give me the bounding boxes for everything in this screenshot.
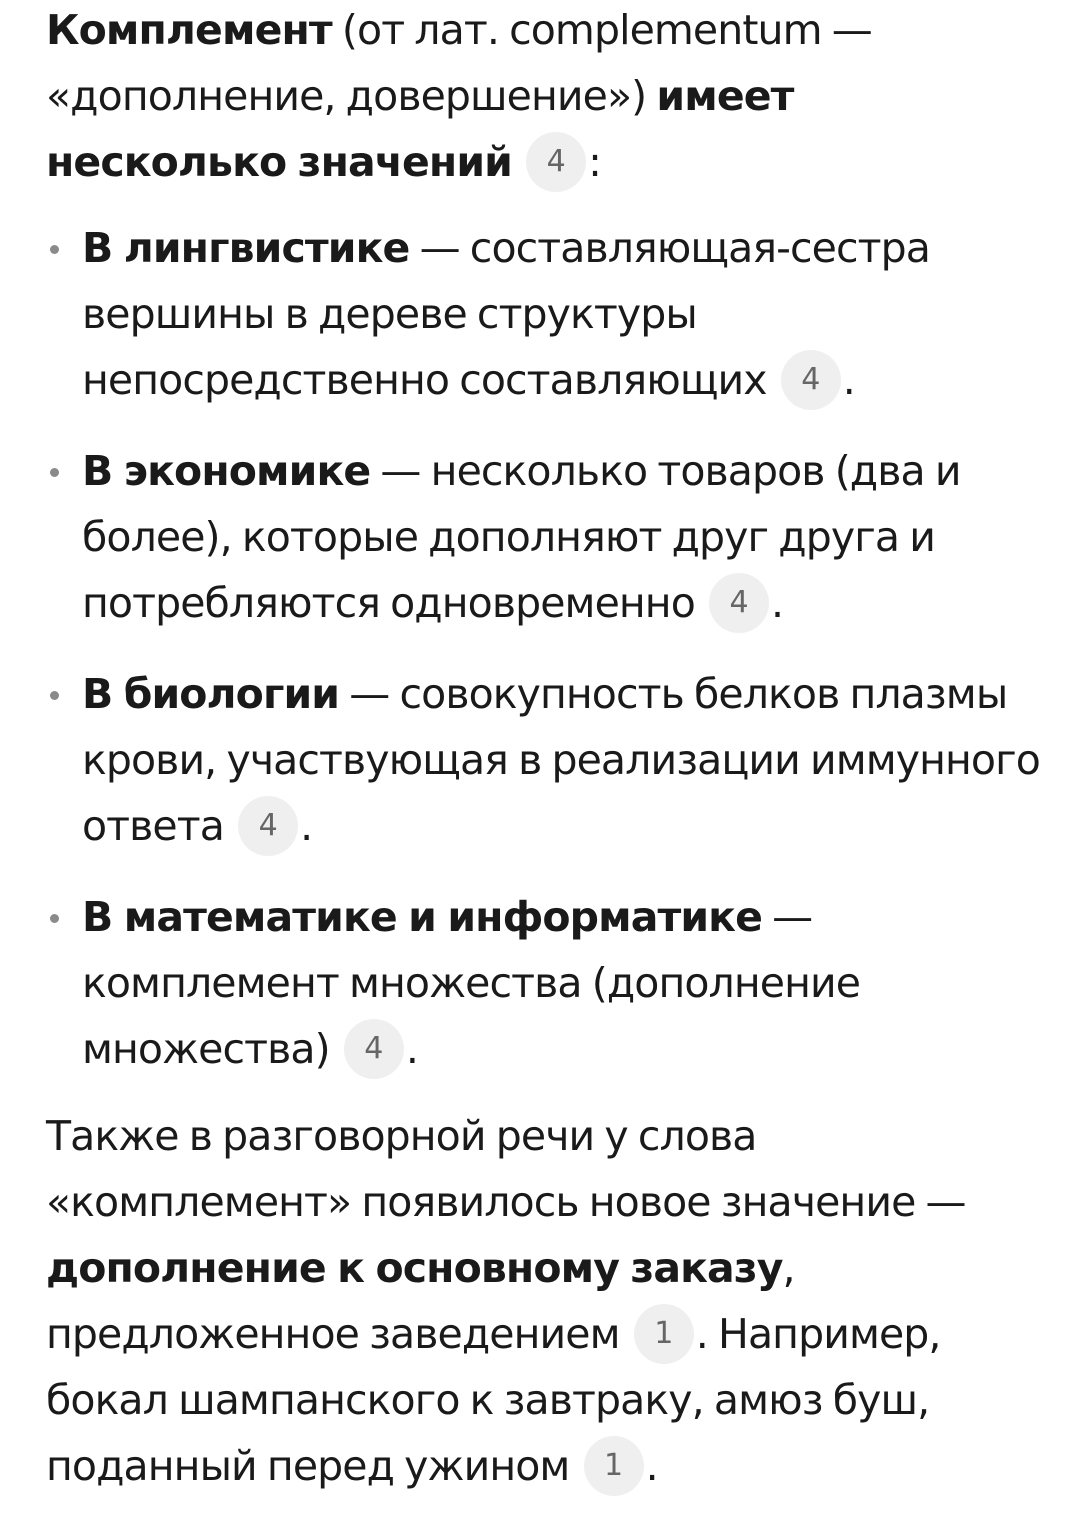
colloquial-paragraph — [46, 1103, 1040, 1499]
citation-badge[interactable]: 1 — [584, 1436, 644, 1496]
meaning-field: В математике и информатике — [82, 893, 763, 941]
meaning-period: . — [405, 1025, 418, 1073]
citation-badge[interactable]: 1 — [634, 1304, 694, 1364]
meanings-list — [46, 215, 1040, 1082]
citation-badge[interactable]: 4 — [344, 1019, 404, 1079]
intro-paragraph — [46, 0, 1040, 195]
meaning-field: В экономике — [82, 447, 371, 495]
citation-badge[interactable]: 4 — [238, 796, 298, 856]
colloquial-period: . — [645, 1442, 658, 1490]
meaning-field: В лингвистике — [82, 224, 410, 272]
citation-badge[interactable]: 4 — [781, 350, 841, 410]
colloquial-text: , предложенное заведением — [46, 1244, 795, 1358]
meaning-period: . — [842, 356, 855, 404]
meaning-item-math-informatics — [46, 884, 1040, 1082]
meaning-definition: — комплемент множества (дополнение множества) — [82, 893, 861, 1073]
meaning-definition: — совокупность белков плазмы крови, участвующая в реализации иммунного ответа — [82, 670, 1040, 850]
meanings-count-phrase: имеет несколько значений — [46, 72, 794, 186]
meaning-item-biology — [46, 661, 1040, 859]
meaning-field: В биологии — [82, 670, 340, 718]
meaning-item-economics — [46, 438, 1040, 636]
colloquial-meaning-phrase: дополнение к основному заказу — [46, 1244, 783, 1292]
meaning-item-linguistics — [46, 215, 1040, 413]
etymology-text: (от лат. complementum — «дополнение, довершение») — [46, 6, 872, 120]
meaning-definition: — несколько товаров (два и более), которые дополняют друг друга и потребляются одновременно — [82, 447, 961, 627]
meaning-period: . — [771, 579, 784, 627]
term-heading: Комплемент — [46, 6, 332, 54]
citation-badge[interactable]: 4 — [709, 573, 769, 633]
meaning-definition: — составляющая-сестра вершины в дереве структуры непосредственно составляющих — [82, 224, 930, 404]
colloquial-intro-text: Также в разговорной речи у слова «комплемент» появилось новое значение — — [46, 1112, 966, 1226]
colloquial-example-text: . Например, бокал шампанского к завтраку, амюз буш, поданный перед ужином — [46, 1310, 941, 1490]
intro-colon: : — [588, 138, 602, 186]
meaning-period: . — [300, 802, 313, 850]
citation-badge[interactable]: 4 — [526, 132, 586, 192]
